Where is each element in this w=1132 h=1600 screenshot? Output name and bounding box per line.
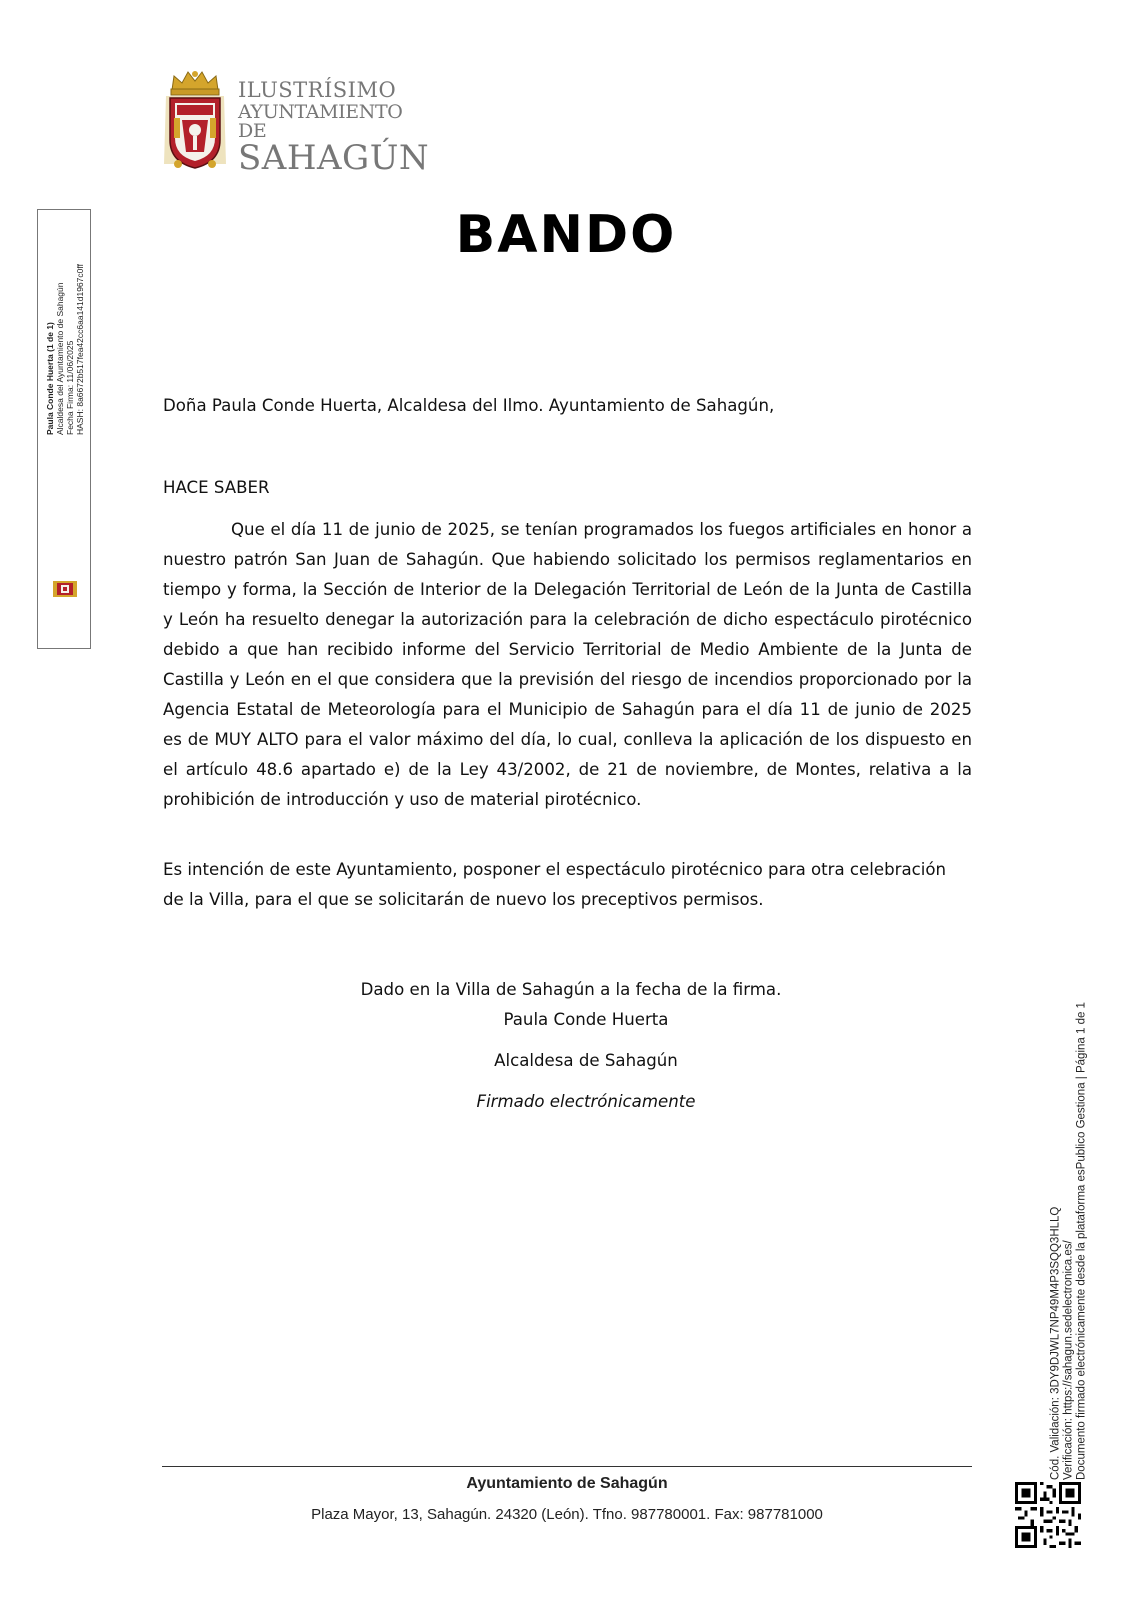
stamp-date: Fecha Firma: 11/06/2025 <box>65 340 75 435</box>
logo-line-1: ILUSTRÍSIMO <box>238 78 397 102</box>
document-title: BANDO <box>455 205 677 265</box>
logo-line-3: SAHAGÚN <box>238 138 430 178</box>
mini-coat-of-arms-icon <box>52 580 78 598</box>
signer-role: Alcaldesa de Sahagún <box>494 1051 678 1070</box>
main-paragraph: Que el día 11 de junio de 2025, se tenían programados los fuegos artificiales en honor a nuestro patrón San Juan de Sahagún. Que habiendo solicitado los permisos reglamentarios en tiempo y forma, la Sección de Interior de la Delegación Territorial de León de la Junta de Castilla y León ha resuelto denegar la autorización para la celebración de dicho espectáculo pirotécnico debido a que han recibido informe del Servicio Territorial de Medio Ambiente de la Junta de Castilla y León en el que considera que la previsión del riesgo de incendios proporcionado por la Agencia Estatal de Meteorología para el Municipio de Sahagún para el día 11 de junio de 2025 es de MUY ALTO para el valor máximo del día, lo cual, conlleva la aplicación de los dispuesto en el artículo 48.6 apartado e) de la Ley 43/2002, de 21 de noviembre, de Montes, relativa a la prohibición de introducción y uso de material pirotécnico. <box>163 520 972 809</box>
second-paragraph: Es intención de este Ayuntamiento, posponer el espectáculo pirotécnico para otra celebración de la Villa, para el que se solicitarán de nuevo los preceptivos permisos. <box>163 860 947 909</box>
validation-code: Cód. Validación: 3DY9DJWL7NP49M4P3SQQ3HLLQ <box>1049 1206 1062 1480</box>
signature-stamp-text <box>45 235 85 435</box>
qr-code-icon <box>1015 1482 1081 1548</box>
logo-line-2: AYUNTAMIENTO DE <box>238 101 403 142</box>
footer-organization: Ayuntamiento de Sahagún <box>466 1475 668 1492</box>
stamp-role: Alcaldesa del Ayuntamiento de Sahagún <box>55 282 65 435</box>
verification-url: Verificación: https://sahagun.sedelectronica.es/ <box>1062 1240 1075 1480</box>
stamp-hash: HASH: 8a6672b517fea42cc6aa141d1967c0ff <box>75 264 85 435</box>
footer-divider <box>162 1466 972 1467</box>
municipal-logo <box>160 68 430 178</box>
platform-note: Documento firmado electrónicamente desde la plataforma esPublico Gestiona | Página 1 de 1 <box>1075 1002 1088 1480</box>
logo-wordmark <box>238 78 430 178</box>
hace-saber-heading: HACE SABER <box>163 478 270 497</box>
signer-name: Paula Conde Huerta <box>503 1010 669 1029</box>
electronic-signature-note: Firmado electrónicamente <box>476 1092 696 1111</box>
intro-paragraph: Doña Paula Conde Huerta, Alcaldesa del Ilmo. Ayuntamiento de Sahagún, <box>163 396 775 415</box>
signature-stamp <box>37 209 91 649</box>
signature-place-date: Dado en la Villa de Sahagún a la fecha de la firma. <box>360 980 782 999</box>
stamp-signer: Paula Conde Huerta (1 de 1) <box>45 322 55 435</box>
coat-of-arms-icon <box>160 68 230 172</box>
validation-info <box>1050 1000 1089 1480</box>
footer-address: Plaza Mayor, 13, Sahagún. 24320 (León). Tfno. 987780001. Fax: 987781000 <box>311 1506 823 1523</box>
